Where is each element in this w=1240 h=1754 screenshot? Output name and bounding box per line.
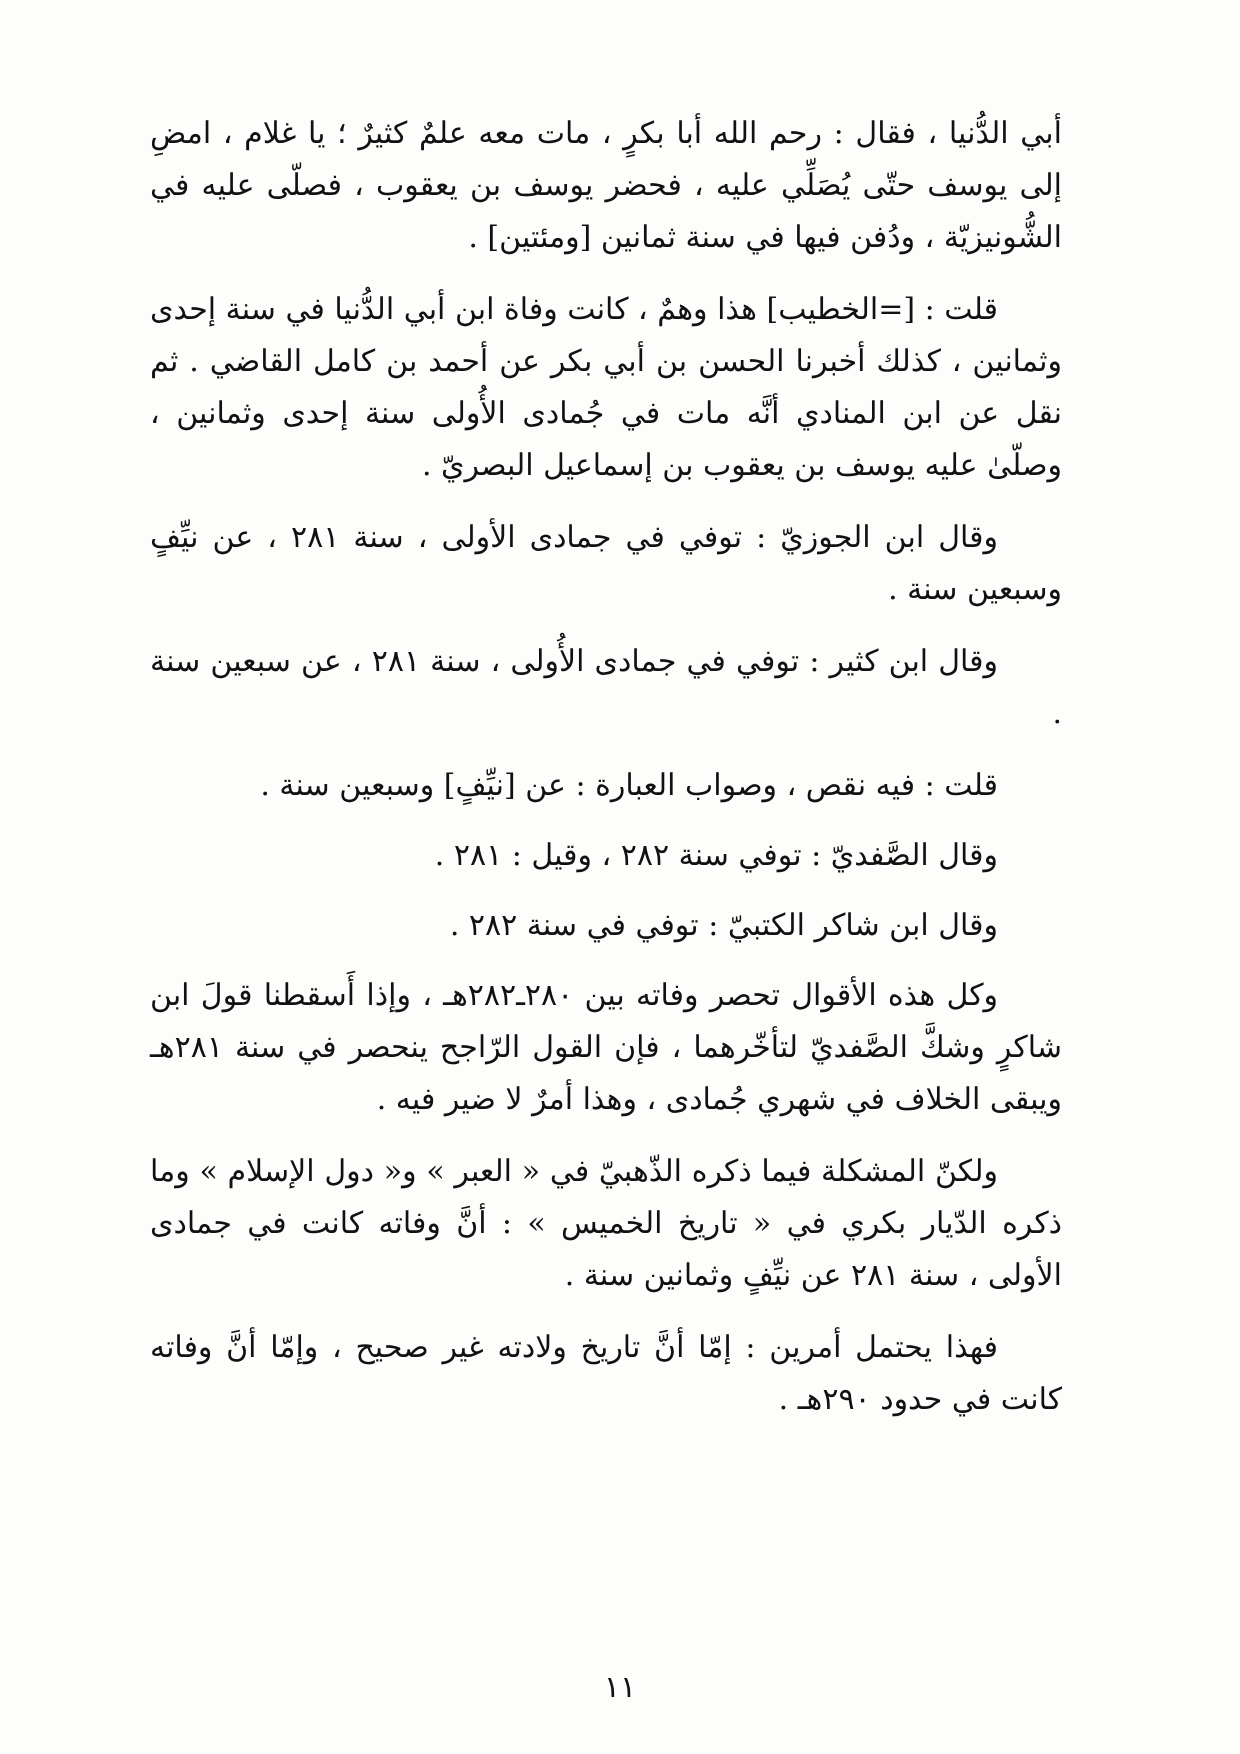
- page-number: ١١: [603, 1670, 637, 1705]
- paragraph-safadi: وقال الصَّفديّ : توفي سنة ٢٨٢ ، وقيل : ٢٨١ .: [434, 838, 998, 873]
- document-body: [150, 108, 1062, 1446]
- paragraph-summary: وكل هذه الأقوال تحصر وفاته بين ٢٨٠ـ٢٨٢هـ ، وإذا أَسقطنا قولَ ابن شاكرٍ وشكَّ الصَّفديّ لتأخّرهما ، فإن القول الرّاجح ينحصر في سنة ٢٨١هـ ويبقى الخلاف في شهري جُمادى ، وهذا أمرٌ لا ضير فيه .: [150, 978, 1062, 1117]
- paragraph-ibn-shakir: وقال ابن شاكر الكتبيّ : توفي في سنة ٢٨٢ .: [449, 908, 998, 943]
- paragraph-two-possibilities: فهذا يحتمل أمرين : إمّا أنَّ تاريخ ولادته غير صحيح ، وإمّا أنَّ وفاته كانت في حدود ٢٩٠هـ .: [150, 1330, 1062, 1417]
- paragraph-ibn-kathir: وقال ابن كثير : توفي في جمادى الأُولى ، سنة ٢٨١ ، عن سبعين سنة .: [150, 644, 1062, 731]
- paragraph-continuation: أبي الدُّنيا ، فقال : رحم الله أبا بكرٍ ، مات معه علمٌ كثيرٌ ؛ يا غلام ، امضِ إلى يوسف حتّى يُصَلِّي عليه ، فحضر يوسف بن يعقوب ، فصلّى عليه في الشُّونيزيّة ، ودُفن فيها في سنة ثمانين [ومئتين] .: [150, 116, 1062, 255]
- paragraph-dhahabi-problem: ولكنّ المشكلة فيما ذكره الذّهبيّ في « العبر » و« دول الإسلام » وما ذكره الدّيار بكري في « تاريخ الخميس » : أنَّ وفاته كانت في جمادى الأولى ، سنة ٢٨١ عن نيِّفٍ وثمانين سنة .: [150, 1154, 1062, 1293]
- paragraph-khatib-note: قلت : [=الخطيب] هذا وهمٌ ، كانت وفاة ابن أبي الدُّنيا في سنة إحدى وثمانين ، كذلك أخبرنا الحسن بن أبي بكر عن أحمد بن كامل القاضي . ثم نقل عن ابن المنادي أنَّه مات في جُمادى الأُولى سنة إحدى وثمانين ، وصلّىٰ عليه يوسف بن يعقوب بن إسماعيل البصريّ .: [150, 292, 1062, 483]
- paragraph-correction-note: قلت : فيه نقص ، وصواب العبارة : عن [نيِّفٍ] وسبعين سنة .: [260, 768, 998, 803]
- paragraph-ibn-al-jawzi: وقال ابن الجوزيّ : توفي في جمادى الأولى ، سنة ٢٨١ ، عن نيِّفٍ وسبعين سنة .: [150, 520, 1062, 607]
